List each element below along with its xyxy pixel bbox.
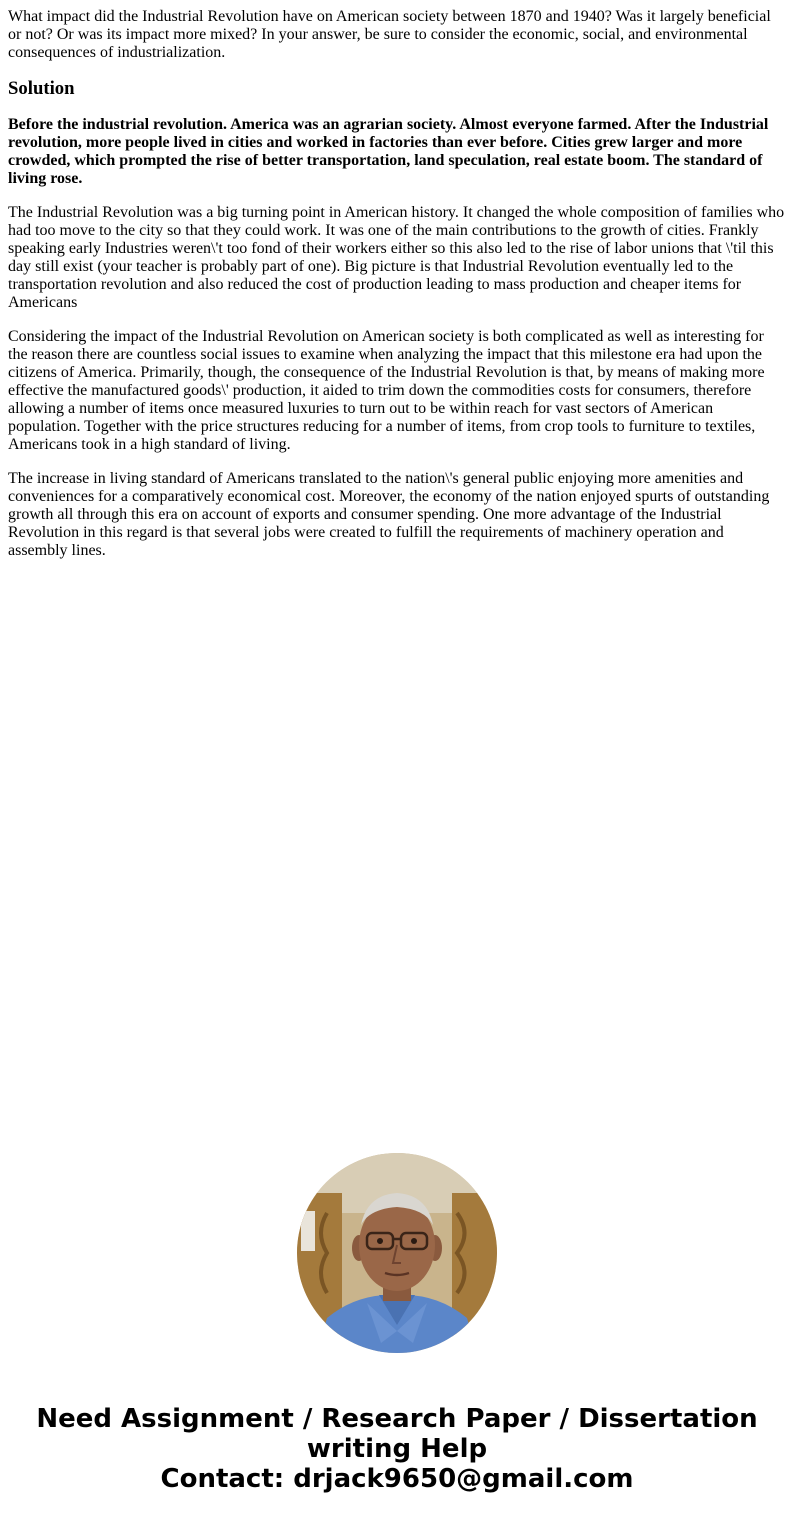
solution-paragraph-1: The Industrial Revolution was a big turning point in American history. It changed the whole composition of families who had too move to the city so that they could work. It was one of the main contributions to the growth of cities. Frankly speaking early Industries weren\'t too fond of their workers either so this also led to the rise of labor unions that \'til this day still exist (your teacher is probably part of one). Big picture is that Industrial Revolution eventually led to the transportation revolution and also reduced the cost of production leading to mass production and cheaper items for Americans [8,204,785,311]
author-portrait-image [297,1153,497,1353]
question-text: What impact did the Industrial Revolution have on American society between 1870 and 1940? Was it largely beneficial or not? Or was its impact more mixed? In your answer, be sure to consider the economic, social, and environmental consequences of industrialization. [8,8,771,61]
promo-headline: Need Assignment / Research Paper / Dissertation writing Help [36,1404,758,1464]
solution-paragraph-3: The increase in living standard of Americans translated to the nation\'s general public enjoying more amenities and conveniences for a comparatively economical cost. Moreover, the economy of the nation enjoyed spurts of outstanding growth all through this era on account of exports and consumer spending. One more advantage of the Industrial Revolution in this regard is that several jobs were created to fulfill the requirements of machinery operation and assembly lines. [8,470,770,559]
author-avatar [297,1153,497,1353]
assignment-help-banner [0,1404,794,1494]
article-body [8,8,786,576]
solution-lead-paragraph: Before the industrial revolution. America was an agrarian society. Almost everyone farmed. After the Industrial revolution, more people lived in cities and worked in factories than ever before. Cities grew larger and more crowded, which prompted the rise of better transportation, land speculation, real estate boom. The standard of living rose. [8,116,769,187]
solution-paragraph-2: Considering the impact of the Industrial Revolution on American society is both complicated as well as interesting for the reason there are countless social issues to examine when analyzing the impact that this milestone era had upon the citizens of America. Primarily, though, the consequence of the Industrial Revolution is that, by means of making more effective the manufactured goods\' production, it aided to trim down the commodities costs for consumers, therefore allowing a number of items once measured luxuries to turn out to be within reach for vast sectors of American population. Together with the price structures reducing for a number of items, from crop tools to furniture to textiles, Americans took in a high standard of living. [8,328,765,453]
promo-contact: Contact: drjack9650@gmail.com [160,1464,634,1494]
solution-heading: Solution [8,78,75,99]
